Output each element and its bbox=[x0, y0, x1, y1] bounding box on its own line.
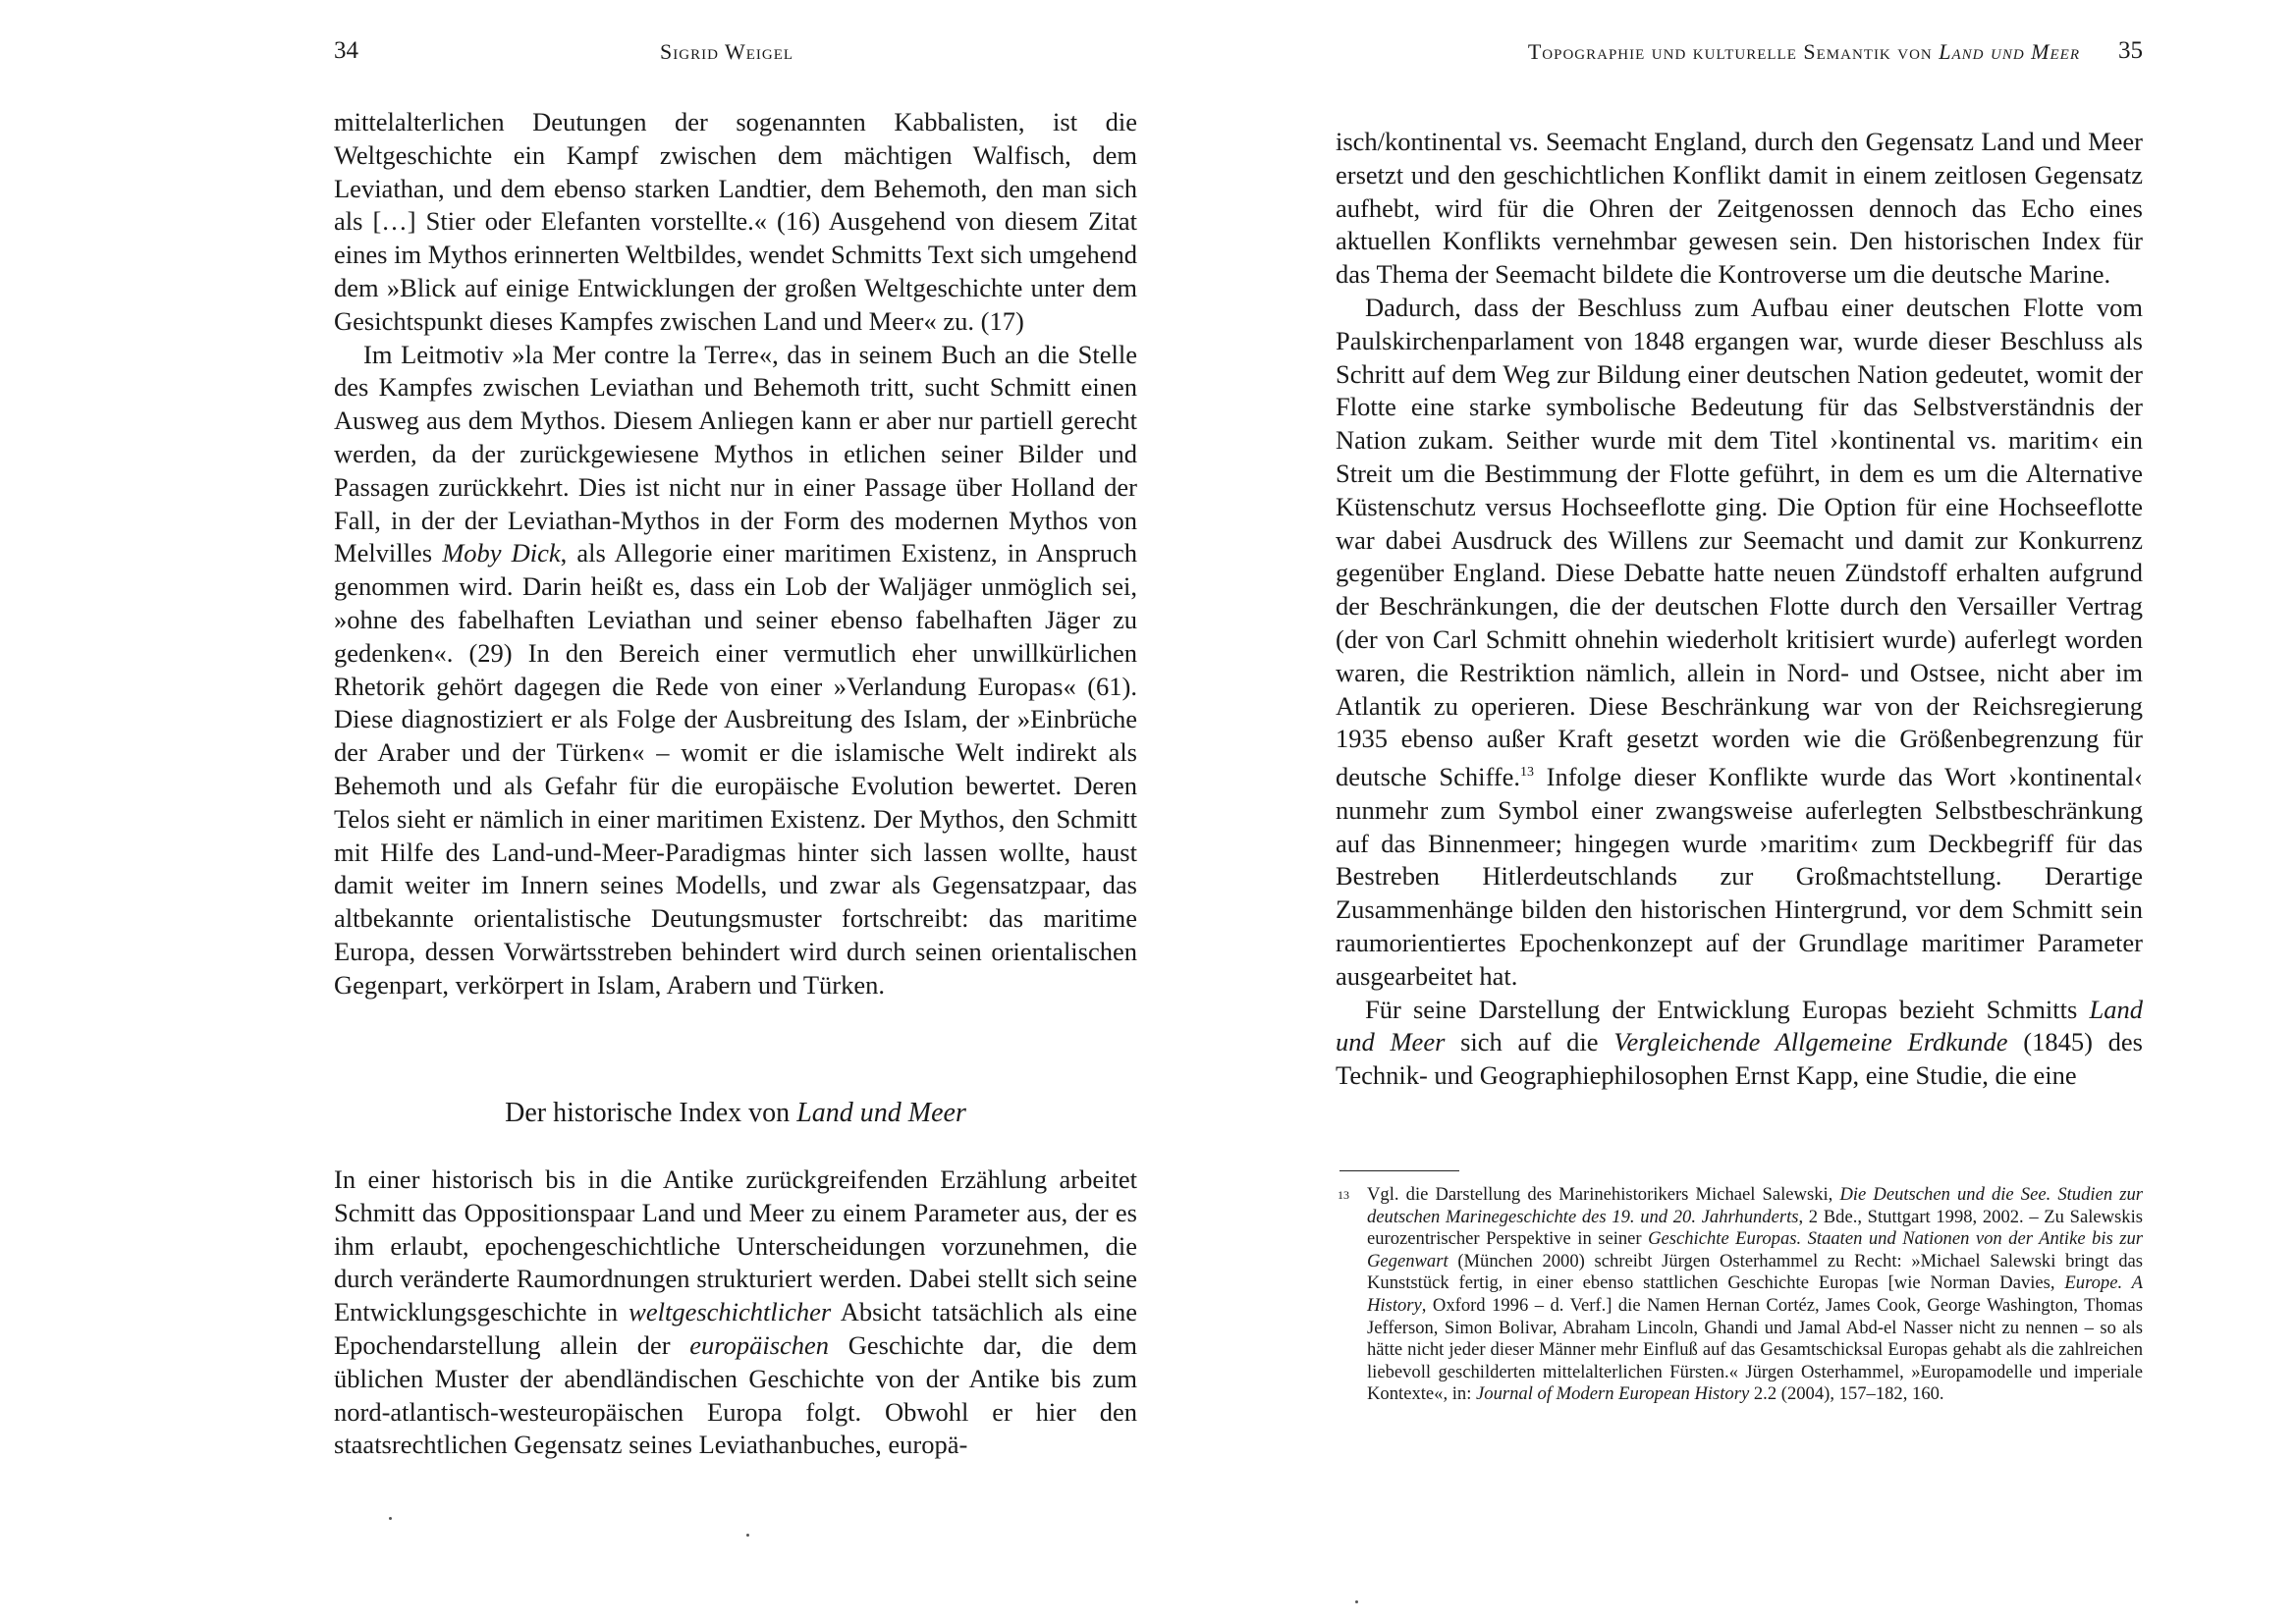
right-body-text bbox=[1336, 126, 2143, 1093]
running-head-left: Sigrid Weigel bbox=[660, 39, 794, 64]
left-body-text-top bbox=[334, 106, 1137, 1002]
scan-speck bbox=[1355, 1600, 1358, 1603]
scan-speck bbox=[389, 1517, 392, 1520]
page-number-right: 35 bbox=[2118, 37, 2143, 64]
paragraph: Für seine Darstellung der Entwicklung Europas bezieht Schmitts Land und Meer sich auf die Vergleichende Allgemeine Erdkunde (1845) des Technik- und Geographiephilosophen Ernst Kapp, eine Studie, die eine bbox=[1336, 994, 2143, 1091]
footnote-text: Vgl. die Darstellung des Marinehistorikers Michael Salewski, Die Deutschen und die See. Studien zur deutschen Marinegeschichte des 19. und 20. Jahrhunderts, 2 Bde., Stuttgart 1998, 2002. – Zu Salewskis eurozentrischer Perspektive in seiner Geschichte Europas. Staaten und Nationen von der Antike bis zur Gegenwart (München 2000) schreibt Jürgen Osterhammel zu Recht: »Michael Salewski bringt das Kunststück fertig, in einer ebenso stattlichen Geschichte Europas [wie Norman Davies, Europe. A History, Oxford 1996 – d. Verf.] die Namen Hernan Cortéz, James Cook, George Washington, Thomas Jefferson, Simon Bolivar, Abraham Lincoln, Ghandi und Jamal Abd-el Nasser nicht zu nennen – so als hätte nicht jeder dieser Männer mehr Einfluß auf das Gesamtschicksal Europas gehabt als die zahlreichen liebevoll geschilderten mittelalterlichen Fürsten.« Jürgen Osterhammel, »Europamodelle und imperiale Kontexte«, in: Journal of Modern European History 2.2 (2004), 157–182, 160. bbox=[1367, 1184, 2143, 1405]
footnote-divider bbox=[1339, 1170, 1459, 1171]
paragraph: Im Leitmotiv »la Mer contre la Terre«, das in seinem Buch an die Stelle des Kampfes zwischen Leviathan und Behemoth tritt, sucht Schmitt einen Ausweg aus dem Mythos. Diesem Anliegen kann er aber nur partiell gerecht werden, da der zurückgewiesene Mythos in etlichen seiner Bilder und Passagen zurückkehrt. Dies ist nicht nur in einer Passage über Holland der Fall, in der der Leviathan-Mythos in der Form des modernen Mythos von Melvilles Moby Dick, als Allegorie einer maritimen Existenz, in Anspruch genommen wird. Darin heißt es, dass ein Lob der Waljäger unmöglich sei, »ohne des fabelhaften Leviathan und seiner ebenso fabelhaften Jäger zu gedenken«. (29) In den Bereich einer vermutlich eher unwillkürlichen Rhetorik gehört dagegen die Rede von einer »Verlandung Europas« (61). Diese diagnostiziert er als Folge der Ausbreitung des Islam, der »Einbrüche der Araber und der Türken« – womit er die islamische Welt indirekt als Behemoth und als Gefahr für die europäische Evolution bewertet. Deren Telos sieht er nämlich in einer maritimen Existenz. Der Mythos, den Schmitt mit Hilfe des Land-und-Meer-Paradigmas hinter sich lassen wollte, haust damit weiter im Innern seines Modells, und zwar als Gegensatzpaar, das altbekannte orientalistische Deutungsmuster fortschreibt: das maritime Europa, dessen Vorwärtsstreben behindert wird durch seinen orientalischen Gegenpart, verkörpert in Islam, Arabern und Türken. bbox=[334, 339, 1137, 1000]
scan-speck bbox=[746, 1534, 749, 1537]
running-head-right: Topographie und kulturelle Semantik von Land und Meer bbox=[1527, 39, 2080, 64]
footnote-reference[interactable]: 13 bbox=[1520, 765, 1535, 781]
footnote-13 bbox=[1336, 1184, 2143, 1406]
paragraph: isch/kontinental vs. Seemacht England, durch den Gegensatz Land und Meer ersetzt und den geschichtlichen Konflikt damit in einem zeitlosen Gegensatz aufhebt, wird für die Ohren der Zeitgenossen dennoch das Echo eines aktuellen Konflikts vernehmbar gewesen sein. Den historischen Index für das Thema der Seemacht bildete die Kontroverse um die deutsche Marine. bbox=[1336, 127, 2143, 290]
paragraph: mittelalterlichen Deutungen der sogenannten Kabbalisten, ist die Weltgeschichte ein Kampf zwischen dem mächtigen Walfisch, dem Leviathan, und dem ebenso starken Landtier, dem Behemoth, den man sich als […] Stier oder Elefanten vorstellte.« (16) Ausgehend von diesem Zitat eines im Mythos erinnerten Weltbildes, wendet Schmitts Text sich umgehend dem »Blick auf einige Entwicklungen der großen Weltgeschichte unter dem Gesichtspunkt dieses Kampfes zwischen Land und Meer« zu. (17) bbox=[334, 107, 1137, 336]
page-number-left: 34 bbox=[334, 37, 358, 64]
paragraph: In einer historisch bis in die Antike zurückgreifenden Erzählung arbeitet Schmitt das Oppositionspaar Land und Meer zu einem Parameter aus, der es ihm erlaubt, epochengeschichtliche Unterscheidungen vorzunehmen, die durch veränderte Raumordnungen strukturiert werden. Dabei stellt sich seine Entwicklungsgeschichte in weltgeschichtlicher Absicht tatsächlich als eine Epochendarstellung allein der europäischen Geschichte dar, die dem üblichen Muster der abendländischen Geschichte von der Antike bis zum nord-atlantisch-westeuropäischen Europa folgt. Obwohl er hier den staatsrechtlichen Gegensatz seines Leviathanbuches, europä- bbox=[334, 1164, 1137, 1460]
paragraph: Dadurch, dass der Beschluss zum Aufbau einer deutschen Flotte vom Paulskirchenparlament von 1848 ergangen war, wurde dieser Beschluss als Schritt auf dem Weg zur Bildung einer deutschen Nation gedeutet, womit der Flotte eine starke symbolische Bedeutung für das Selbstverständnis der Nation zukam. Seither wurde mit dem Titel ›kontinental vs. maritim‹ ein Streit um die Bestimmung der Flotte geführt, in dem es um die Alternative Küstenschutz versus Hochseeflotte ging. Die Option für eine Hochseeflotte war dabei Ausdruck des Willens zur Seemacht und damit zur Konkurrenz gegenüber England. Diese Debatte hatte neuen Zündstoff erhalten aufgrund der Beschränkungen, die der deutschen Flotte durch den Versailler Vertrag (der von Carl Schmitt ohnehin wiederholt kritisiert wurde) auferlegt worden waren, die Restriktion nämlich, allein in Nord- und Ostsee, nicht aber im Atlantik zu operieren. Diese Beschränkung war von der Reichsregierung 1935 ebenso außer Kraft gesetzt worden wie die Größenbegrenzung für deutsche Schiffe.$^{13}$ Infolge dieser Konflikte wurde das Wort ›kontinental‹ nunmehr zum Symbol einer zwangsweise auferlegten Selbstbeschränkung auf das Binnenmeer; hingegen wurde ›maritim‹ zum Deckbegriff für das Bestreben Hitlerdeutschlands zur Großmachtstellung. Derartige Zusammenhänge bilden den historischen Hintergrund, vor dem Schmitt sein raumorientiertes Epochenkonzept auf der Grundlage maritimer Parameter ausgearbeitet hat. bbox=[1336, 292, 2143, 991]
footnote-number: 13 bbox=[1338, 1188, 1349, 1202]
left-body-text-bottom bbox=[334, 1163, 1137, 1462]
section-heading: Der historische Index von Land und Meer bbox=[505, 1098, 966, 1128]
